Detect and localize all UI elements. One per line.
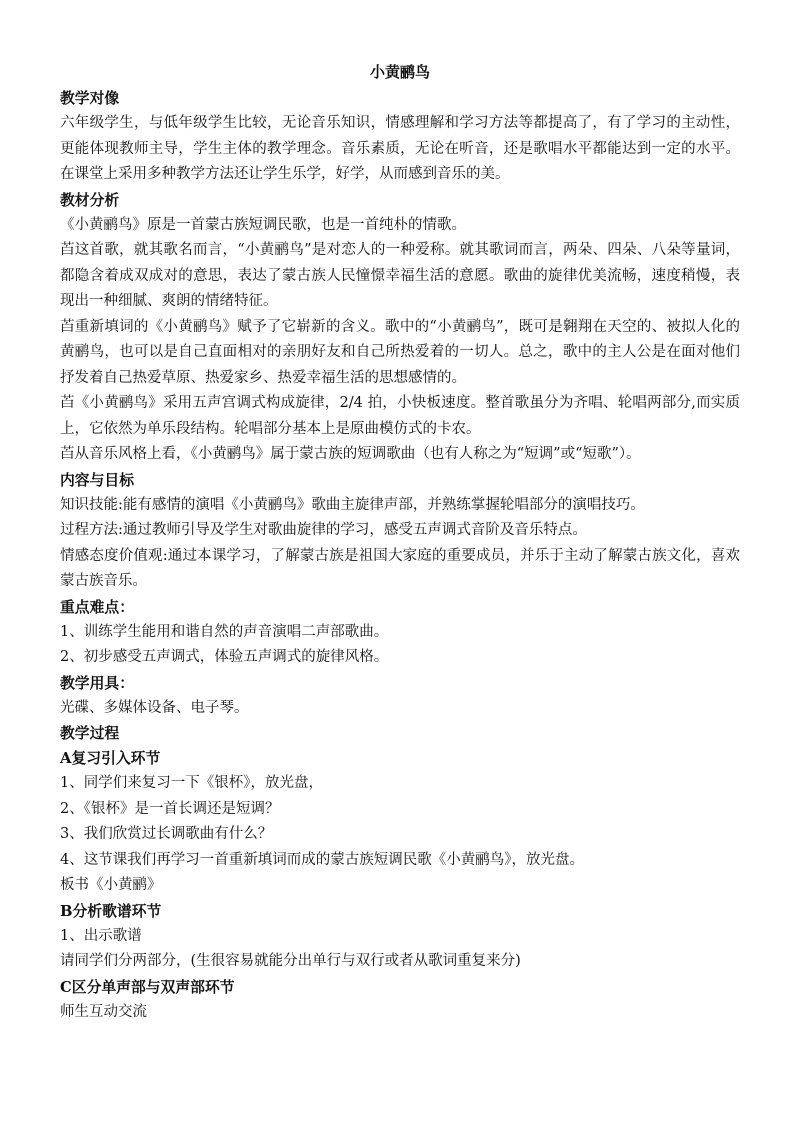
heading-material-analysis: 教材分析: [60, 191, 120, 209]
list-item: 3、我们欣赏过长调歌曲有什么？: [60, 826, 273, 842]
subheading-analyze-score: B分析歌谱环节: [60, 902, 162, 920]
paragraph: 光碟、多媒体设备、电子琴。: [60, 699, 249, 716]
paragraph: 知识技能:能有感情的演唱《小黄鹂鸟》歌曲主旋律声部，并熟练掌握轮唱部分的演唱技巧。: [60, 496, 645, 513]
list-item: 2、《银杯》是一首长调还是短调？: [60, 800, 280, 817]
list-item: 1、训练学生能用和谐自然的声音演唱二声部歌曲。: [60, 623, 389, 640]
list-item: 1、同学们来复习一下《银杯》，放光盘，: [60, 775, 323, 791]
list-item: 4、这节课我们再学习一首重新填词而成的蒙古族短调民歌《小黄鹂鸟》，放光盘。: [60, 851, 584, 868]
paragraph: 苩重新填词的《小黄鹂鸟》赋予了它崭新的含义。歌中的“小黄鹂鸟”，既可是翱翔在天空的、被拟人化的黄鹂鸟，也可以是自己直面相对的亲朋好友和自己所热爱着的一切人。总之，歌中的主人公是在面对他们抒发着自己热爱草原、热爱家乡、热爱幸福生活的思想感情的。: [60, 318, 740, 386]
paragraph: 板书《小黄鹂》: [60, 877, 162, 893]
heading-key-points: 重点难点：: [60, 598, 134, 616]
paragraph: 过程方法:通过教师引导及学生对歌曲旋律的学习，感受五声调式音阶及音乐特点。: [60, 522, 587, 538]
list-item: 1、出示歌谱: [60, 927, 142, 944]
document-page: [60, 58, 740, 1025]
paragraph: 请同学们分两部分，(生很容易就能分出单行与双行或者从歌词重复来分): [60, 953, 521, 969]
paragraph: 苩从音乐风格上看，《小黄鹂鸟》属于蒙古族的短调歌曲（也有人称之为“短调”或“短歌”）。: [60, 446, 641, 462]
paragraph: 六年级学生，与低年级学生比较，无论音乐知识，情感理解和学习方法等都提高了，有了学习的主动性，更能体现教师主导，学生主体的教学理念。音乐素质，无论在听音，还是歌唱水平都能达到一定的水平。在课堂上采用多种教学方法还让学生乐学，好学，从而感到音乐的美。: [60, 115, 740, 182]
paragraph: 苩《小黄鹂鸟》采用五声宫调式构成旋律，2/4 拍，小快板速度。整首歌虽分为齐唱、轮唱两部分,而实质上，它依然为单乐段结构。轮唱部分基本上是原曲模仿式的卡农。: [60, 395, 740, 437]
document-title: 小黄鹂鸟: [369, 63, 430, 81]
paragraph: 苩这首歌，就其歌名而言，“小黄鹂鸟”是对恋人的一种爱称。就其歌词而言，两朵、四朵、八朵等量词，都隐含着成双成对的意思，表达了蒙古族人民憧憬幸福生活的意愿。歌曲的旋律优美流畅，速度稍慢，表现出一种细腻、爽朗的情绪特征。: [60, 242, 740, 309]
heading-content-goals: 内容与目标: [60, 471, 134, 489]
paragraph: 师生互动交流: [60, 1003, 147, 1020]
subheading-review-intro: A复习引入环节: [60, 750, 161, 767]
heading-teaching-object: 教学对像: [60, 90, 120, 107]
paragraph: 情感态度价值观:通过本课学习，了解蒙古族是祖国大家庭的重要成员，并乐于主动了解蒙古族文化，喜欢蒙古族音乐。: [60, 547, 740, 589]
heading-teaching-tools: 教学用具：: [60, 674, 134, 692]
heading-teaching-process: 教学过程: [60, 725, 120, 742]
list-item: 2、初步感受五声调式，体验五声调式的旋律风格。: [60, 649, 389, 665]
subheading-voice-parts: C区分单声部与双声部环节: [60, 978, 235, 996]
paragraph: 《小黄鹂鸟》原是一首蒙古族短调民歌，也是一首纯朴的情歌。: [60, 216, 466, 233]
